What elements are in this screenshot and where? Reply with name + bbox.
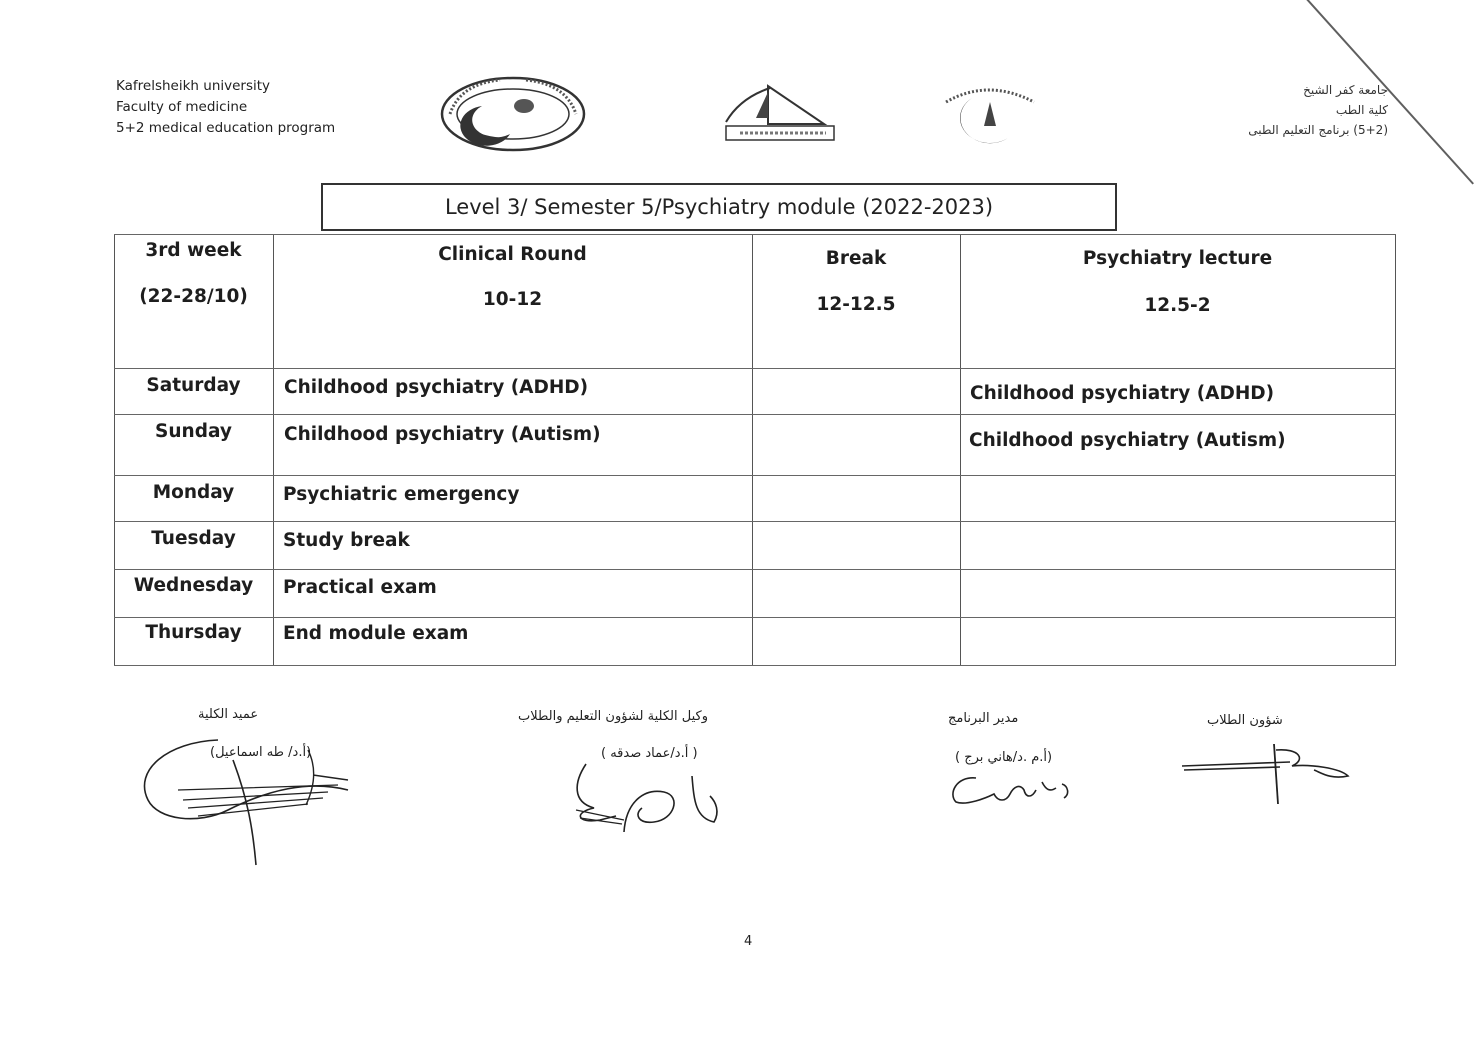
signatory-name-program-director: (أ.م .د/هاني برج ) — [955, 750, 1053, 765]
header-left — [116, 76, 335, 139]
column-header-lecture: Psychiatry lecture — [1082, 248, 1273, 269]
column-header-clinical: Clinical Round — [438, 244, 587, 265]
column-header-break: Break — [825, 248, 887, 269]
clinical-monday: Psychiatric emergency — [283, 484, 520, 505]
program-name-ar: (5+2) برنامج التعليم الطبى — [1248, 123, 1388, 137]
lecture-saturday: Childhood psychiatry (ADHD) — [970, 383, 1275, 404]
university-name-ar: جامعة كفر الشيخ — [1303, 83, 1388, 97]
day-thursday: Thursday — [145, 622, 242, 643]
program-name: 5+2 medical education program — [116, 120, 336, 136]
lecture-sunday: Childhood psychiatry (Autism) — [969, 430, 1286, 451]
signatory-name-dean: (أ.د/ طه اسماعيل) — [210, 745, 312, 760]
signature-dean — [138, 730, 358, 874]
signatory-title-dean: عميد الكلية — [198, 707, 259, 722]
signature-program-director — [946, 772, 1076, 816]
week-label: 3rd week — [145, 240, 242, 261]
university-name: Kafrelsheikh university — [116, 78, 271, 94]
signatory-title-student-affairs: شؤون الطلاب — [1207, 713, 1283, 728]
day-tuesday: Tuesday — [151, 528, 236, 549]
clinical-saturday: Childhood psychiatry (ADHD) — [284, 377, 589, 398]
day-sunday: Sunday — [155, 421, 232, 442]
title-box — [321, 183, 1117, 231]
column-time-lecture: 12.5-2 — [1144, 295, 1211, 316]
page-number: 4 — [744, 934, 753, 949]
signatory-name-vice-dean: ( أ.د/عماد صدقه ) — [601, 746, 698, 761]
header-right — [1248, 80, 1388, 140]
faculty-name: Faculty of medicine — [116, 99, 248, 115]
week-dates: (22-28/10) — [139, 286, 248, 307]
page-title: Level 3/ Semester 5/Psychiatry module (2022-2023) — [444, 195, 994, 219]
signatory-title-vice-dean: وكيل الكلية لشؤون التعليم والطلاب — [518, 709, 708, 724]
day-wednesday: Wednesday — [133, 575, 254, 596]
schedule-table — [114, 234, 1396, 666]
clinical-wednesday: Practical exam — [283, 577, 437, 598]
signature-student-affairs — [1180, 740, 1352, 814]
signatory-title-program-director: مدير البرنامج — [948, 711, 1019, 726]
clinical-sunday: Childhood psychiatry (Autism) — [284, 424, 601, 445]
clinical-tuesday: Study break — [283, 530, 410, 551]
column-time-clinical: 10-12 — [482, 289, 543, 310]
faculty-name-ar: كلية الطب — [1335, 103, 1388, 117]
triangle-emblem-logo — [720, 78, 836, 144]
clinical-thursday: End module exam — [283, 623, 469, 644]
university-crescent-emblem-logo — [938, 76, 1042, 148]
day-saturday: Saturday — [146, 375, 241, 396]
signature-vice-dean — [564, 762, 724, 846]
day-monday: Monday — [152, 482, 235, 503]
medical-education-seal-logo — [440, 76, 586, 152]
column-time-break: 12-12.5 — [816, 294, 896, 315]
